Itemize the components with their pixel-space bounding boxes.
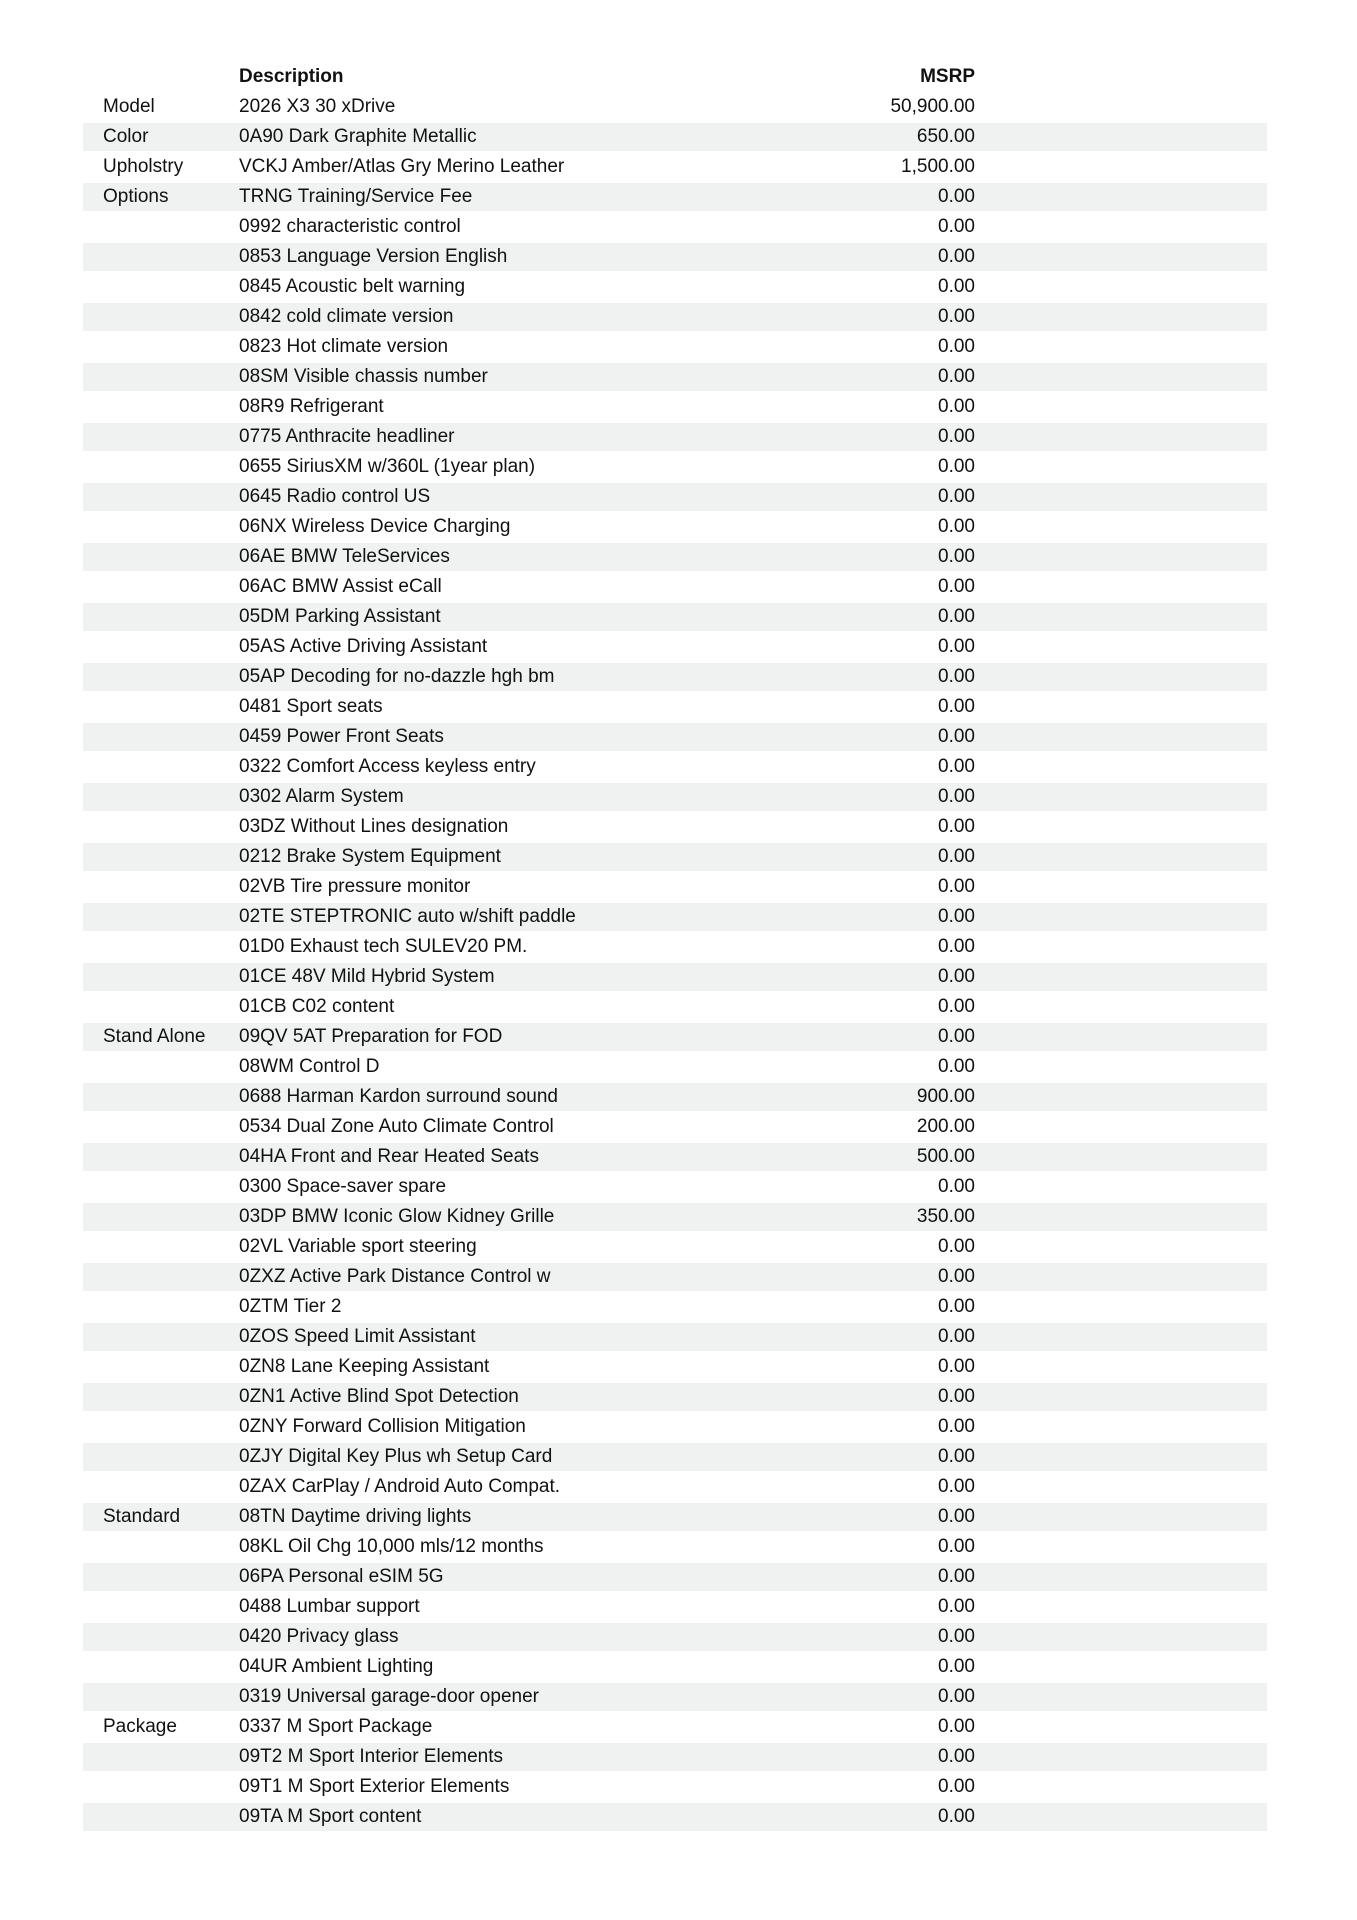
row-description: 0775 Anthracite headliner <box>239 426 455 447</box>
row-msrp: 0.00 <box>938 1716 975 1737</box>
row-msrp: 0.00 <box>938 1326 975 1347</box>
table-row <box>83 1172 1267 1202</box>
table-row <box>83 512 1267 542</box>
row-description: 09T2 M Sport Interior Elements <box>239 1746 503 1767</box>
table-row <box>83 1712 1267 1742</box>
row-msrp: 0.00 <box>938 396 975 417</box>
row-description: 0420 Privacy glass <box>239 1626 399 1647</box>
row-msrp: 0.00 <box>938 1176 975 1197</box>
row-msrp: 0.00 <box>938 876 975 897</box>
row-msrp: 0.00 <box>938 1296 975 1317</box>
row-description: 0534 Dual Zone Auto Climate Control <box>239 1116 554 1137</box>
row-description: 0ZJY Digital Key Plus wh Setup Card <box>239 1446 553 1467</box>
row-category: Stand Alone <box>103 1026 206 1047</box>
table-row <box>83 782 1267 812</box>
table-row <box>83 1412 1267 1442</box>
row-description: 0823 Hot climate version <box>239 336 449 357</box>
row-description: 0842 cold climate version <box>239 306 454 327</box>
row-msrp: 200.00 <box>916 1116 975 1137</box>
row-msrp: 0.00 <box>938 816 975 837</box>
row-description: 0ZN1 Active Blind Spot Detection <box>239 1386 519 1407</box>
row-msrp: 0.00 <box>938 786 975 807</box>
row-msrp: 0.00 <box>938 1056 975 1077</box>
row-description: 04UR Ambient Lighting <box>239 1656 434 1677</box>
options-table-body <box>83 92 1267 1832</box>
row-category: Model <box>103 96 155 117</box>
table-row <box>83 1202 1267 1232</box>
row-msrp: 0.00 <box>938 1386 975 1407</box>
row-msrp: 350.00 <box>916 1206 975 1227</box>
row-description: 0481 Sport seats <box>239 696 383 717</box>
table-row <box>83 992 1267 1022</box>
row-description: 0ZOS Speed Limit Assistant <box>239 1326 476 1347</box>
table-row <box>83 1742 1267 1772</box>
row-msrp: 0.00 <box>938 1536 975 1557</box>
table-row <box>83 752 1267 782</box>
table-row <box>83 452 1267 482</box>
row-msrp: 0.00 <box>938 846 975 867</box>
table-row <box>83 962 1267 992</box>
row-description: 2026 X3 30 xDrive <box>239 96 396 117</box>
row-description: 0853 Language Version English <box>239 246 508 267</box>
row-msrp: 0.00 <box>938 1746 975 1767</box>
table-row <box>83 1382 1267 1412</box>
row-description: 0ZTM Tier 2 <box>239 1296 342 1317</box>
table-row <box>83 1292 1267 1322</box>
row-description: 06NX Wireless Device Charging <box>239 516 511 537</box>
table-row <box>83 1802 1267 1832</box>
table-row <box>83 392 1267 422</box>
row-msrp: 0.00 <box>938 246 975 267</box>
row-msrp: 0.00 <box>938 1596 975 1617</box>
table-row <box>83 572 1267 602</box>
row-msrp: 0.00 <box>938 306 975 327</box>
table-row <box>83 1592 1267 1622</box>
table-header-row <box>83 62 1267 92</box>
table-row <box>83 1652 1267 1682</box>
row-description: 0992 characteristic control <box>239 216 461 237</box>
row-msrp: 0.00 <box>938 1476 975 1497</box>
row-msrp: 650.00 <box>916 126 975 147</box>
row-description: 0302 Alarm System <box>239 786 404 807</box>
row-description: 09T1 M Sport Exterior Elements <box>239 1776 510 1797</box>
row-msrp: 0.00 <box>938 1806 975 1827</box>
row-msrp: 0.00 <box>938 426 975 447</box>
table-row <box>83 722 1267 752</box>
table-row <box>83 1682 1267 1712</box>
table-row <box>83 1232 1267 1262</box>
row-description: 02TE STEPTRONIC auto w/shift paddle <box>239 906 576 927</box>
row-description: 0ZXZ Active Park Distance Control w <box>239 1266 551 1287</box>
row-description: 03DZ Without Lines designation <box>239 816 509 837</box>
row-msrp: 0.00 <box>938 486 975 507</box>
row-description: 0337 M Sport Package <box>239 1716 433 1737</box>
row-msrp: 0.00 <box>938 1026 975 1047</box>
table-row <box>83 1472 1267 1502</box>
row-msrp: 0.00 <box>938 516 975 537</box>
row-description: 08SM Visible chassis number <box>239 366 488 387</box>
header-msrp: MSRP <box>920 66 975 87</box>
row-msrp: 0.00 <box>938 1686 975 1707</box>
table-row <box>83 422 1267 452</box>
row-msrp: 0.00 <box>938 906 975 927</box>
row-category: Options <box>103 186 169 207</box>
row-description: 0322 Comfort Access keyless entry <box>239 756 536 777</box>
row-msrp: 0.00 <box>938 1776 975 1797</box>
row-msrp: 0.00 <box>938 756 975 777</box>
table-row <box>83 1502 1267 1532</box>
table-row <box>83 1562 1267 1592</box>
row-msrp: 0.00 <box>938 546 975 567</box>
table-row <box>83 692 1267 722</box>
table-row <box>83 362 1267 392</box>
table-row <box>83 212 1267 242</box>
row-description: 08R9 Refrigerant <box>239 396 384 417</box>
table-row <box>83 92 1267 122</box>
row-description: 0300 Space-saver spare <box>239 1176 447 1197</box>
header-description: Description <box>239 66 344 87</box>
row-description: 05AP Decoding for no-dazzle hgh bm <box>239 666 555 687</box>
row-msrp: 0.00 <box>938 576 975 597</box>
row-msrp: 0.00 <box>938 606 975 627</box>
row-description: 01D0 Exhaust tech SULEV20 PM. <box>239 936 528 957</box>
table-row <box>83 182 1267 212</box>
table-row <box>83 1112 1267 1142</box>
row-description: 06PA Personal eSIM 5G <box>239 1566 444 1587</box>
row-msrp: 0.00 <box>938 1236 975 1257</box>
row-description: 06AE BMW TeleServices <box>239 546 450 567</box>
row-category: Package <box>103 1716 177 1737</box>
table-row <box>83 932 1267 962</box>
row-description: 0A90 Dark Graphite Metallic <box>239 126 477 147</box>
row-description: 08TN Daytime driving lights <box>239 1506 472 1527</box>
vehicle-options-table <box>83 62 1267 1832</box>
row-description: 05DM Parking Assistant <box>239 606 441 627</box>
row-msrp: 1,500.00 <box>901 156 975 177</box>
table-row <box>83 482 1267 512</box>
row-description: 0ZAX CarPlay / Android Auto Compat. <box>239 1476 561 1497</box>
row-description: 08WM Control D <box>239 1056 380 1077</box>
row-description: 03DP BMW Iconic Glow Kidney Grille <box>239 1206 555 1227</box>
row-msrp: 0.00 <box>938 1626 975 1647</box>
row-description: 01CB C02 content <box>239 996 395 1017</box>
table-row <box>83 632 1267 662</box>
table-row <box>83 122 1267 152</box>
row-msrp: 0.00 <box>938 336 975 357</box>
row-description: 0645 Radio control US <box>239 486 431 507</box>
row-msrp: 50,900.00 <box>890 96 975 117</box>
row-msrp: 0.00 <box>938 216 975 237</box>
table-row <box>83 842 1267 872</box>
table-row <box>83 1772 1267 1802</box>
table-row <box>83 152 1267 182</box>
table-row <box>83 902 1267 932</box>
row-category: Standard <box>103 1506 181 1527</box>
row-description: 08KL Oil Chg 10,000 mls/12 months <box>239 1536 544 1557</box>
row-msrp: 900.00 <box>916 1086 975 1107</box>
row-msrp: 0.00 <box>938 996 975 1017</box>
table-row <box>83 1052 1267 1082</box>
row-description: 05AS Active Driving Assistant <box>239 636 488 657</box>
table-row <box>83 1082 1267 1112</box>
row-description: 01CE 48V Mild Hybrid System <box>239 966 495 987</box>
row-description: 0ZN8 Lane Keeping Assistant <box>239 1356 490 1377</box>
row-description: VCKJ Amber/Atlas Gry Merino Leather <box>239 156 565 177</box>
table-row <box>83 1142 1267 1172</box>
row-description: 0488 Lumbar support <box>239 1596 420 1617</box>
table-row <box>83 872 1267 902</box>
table-row <box>83 1622 1267 1652</box>
table-row <box>83 662 1267 692</box>
row-msrp: 0.00 <box>938 636 975 657</box>
row-description: 0845 Acoustic belt warning <box>239 276 466 297</box>
row-msrp: 0.00 <box>938 1416 975 1437</box>
row-category: Color <box>103 126 149 147</box>
table-row <box>83 1262 1267 1292</box>
table-row <box>83 242 1267 272</box>
row-description: TRNG Training/Service Fee <box>239 186 473 207</box>
row-msrp: 0.00 <box>938 936 975 957</box>
table-row <box>83 1442 1267 1472</box>
row-msrp: 0.00 <box>938 1506 975 1527</box>
row-description: 02VB Tire pressure monitor <box>239 876 471 897</box>
row-category: Upholstry <box>103 156 184 177</box>
row-msrp: 0.00 <box>938 366 975 387</box>
row-msrp: 0.00 <box>938 1446 975 1467</box>
table-row <box>83 1322 1267 1352</box>
row-description: 06AC BMW Assist eCall <box>239 576 442 597</box>
table-row <box>83 272 1267 302</box>
row-msrp: 0.00 <box>938 1266 975 1287</box>
row-description: 0ZNY Forward Collision Mitigation <box>239 1416 526 1437</box>
row-msrp: 0.00 <box>938 1566 975 1587</box>
row-description: 0688 Harman Kardon surround sound <box>239 1086 558 1107</box>
table-row <box>83 542 1267 572</box>
row-msrp: 0.00 <box>938 456 975 477</box>
row-msrp: 500.00 <box>916 1146 975 1167</box>
row-msrp: 0.00 <box>938 666 975 687</box>
row-description: 0459 Power Front Seats <box>239 726 444 747</box>
row-description: 09QV 5AT Preparation for FOD <box>239 1026 503 1047</box>
row-description: 02VL Variable sport steering <box>239 1236 477 1257</box>
row-msrp: 0.00 <box>938 276 975 297</box>
table-row <box>83 1532 1267 1562</box>
row-description: 0319 Universal garage-door opener <box>239 1686 539 1707</box>
row-description: 09TA M Sport content <box>239 1806 422 1827</box>
table-row <box>83 332 1267 362</box>
row-description: 04HA Front and Rear Heated Seats <box>239 1146 539 1167</box>
row-msrp: 0.00 <box>938 1656 975 1677</box>
row-msrp: 0.00 <box>938 1356 975 1377</box>
table-row <box>83 602 1267 632</box>
table-row <box>83 1352 1267 1382</box>
table-row <box>83 1022 1267 1052</box>
row-msrp: 0.00 <box>938 726 975 747</box>
row-description: 0655 SiriusXM w/360L (1year plan) <box>239 456 536 477</box>
row-description: 0212 Brake System Equipment <box>239 846 501 867</box>
row-msrp: 0.00 <box>938 186 975 207</box>
row-msrp: 0.00 <box>938 696 975 717</box>
table-row <box>83 812 1267 842</box>
row-msrp: 0.00 <box>938 966 975 987</box>
table-row <box>83 302 1267 332</box>
